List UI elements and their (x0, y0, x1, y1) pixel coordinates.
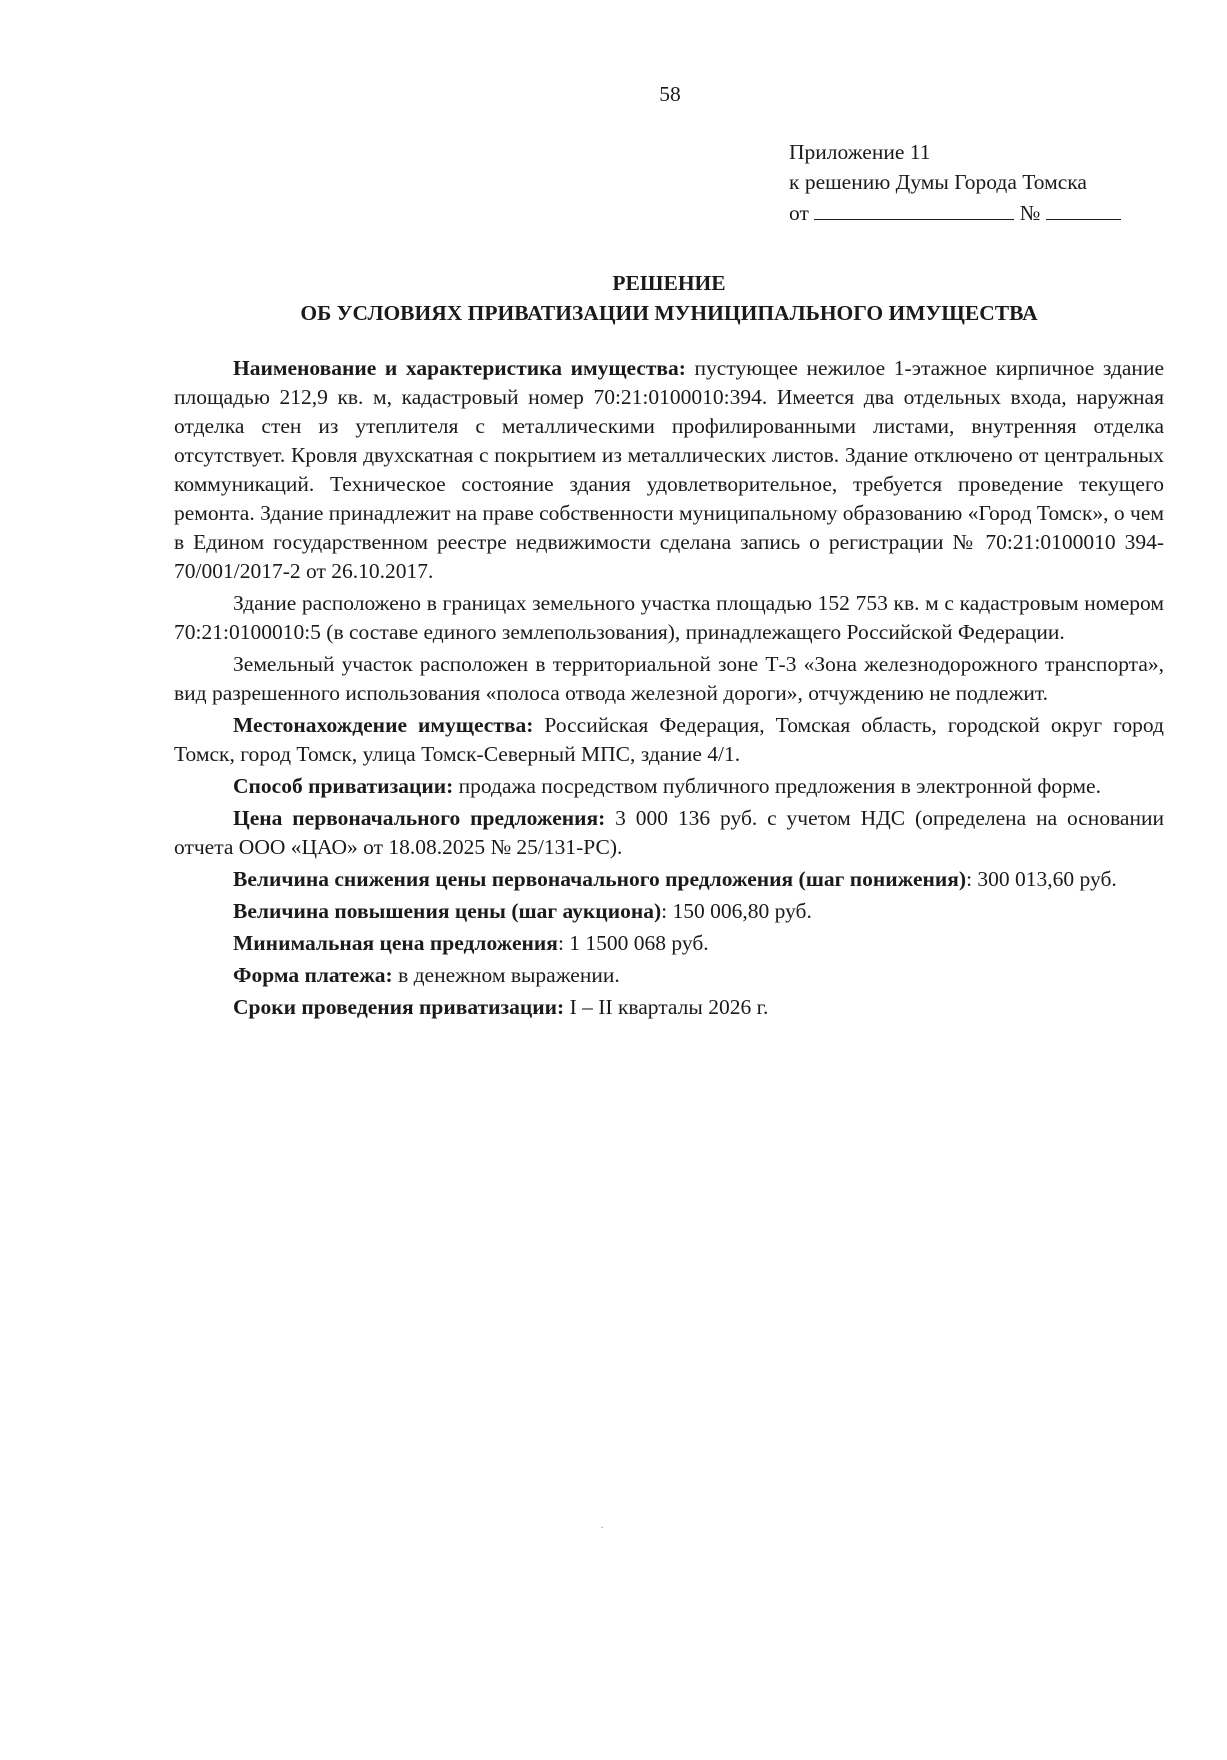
text-location: Российская Федерация, Томская область, городской округ город Томск, город Томск, улица Томск-Северный МПС, здание 4/1. (174, 713, 1164, 766)
document-title (174, 268, 1164, 328)
appendix-line-1: Приложение 11 (789, 140, 931, 164)
document-body (174, 354, 1164, 1025)
appendix-from-label: от (789, 201, 809, 225)
appendix-number-label: № (1019, 201, 1041, 225)
paragraph-location (174, 711, 1164, 769)
paragraph-property-name (174, 354, 1164, 586)
page-number: 58 (659, 82, 681, 106)
text-method: продажа посредством публичного предложения в электронной форме. (453, 774, 1101, 798)
scan-speck: · (600, 1520, 604, 1534)
label-payment: Форма платежа: (233, 963, 393, 987)
text-property-name: пустующее нежилое 1-этажное кирпичное здание площадью 212,9 кв. м, кадастровый номер 70:21:0100010:394. Имеется два отдельных входа, наружная отделка стен из утеплителя с металлическими профилированными листами, внутренняя отделка отсутствует. Кровля двухскатная с покрытием из металлических листов. Здание отключено от центральных коммуникаций. Техническое состояние здания удовлетворительное, требуется проведение текущего ремонта. Здание принадлежит на праве собственности муниципальному образованию «Город Томск», о чем в Едином государственном реестре недвижимости сделана запись о регистрации № 70:21:0100010 394-70/001/2017-2 от 26.10.2017. (174, 356, 1164, 583)
paragraph-zone: Земельный участок расположен в территориальной зоне Т-3 «Зона железнодорожного транспорта», вид разрешенного использования «полоса отвода железной дороги», отчуждению не подлежит. (174, 652, 1164, 705)
appendix-date-number-line (789, 197, 1121, 228)
paragraph-price-reduction (174, 865, 1164, 894)
label-terms: Сроки проведения приватизации: (233, 995, 565, 1019)
paragraph-payment (174, 961, 1164, 990)
text-price-increase: : 150 006,80 руб. (661, 899, 812, 923)
label-property-name: Наименование и характеристика имущества: (233, 356, 686, 380)
label-price-reduction: Величина снижения цены первоначального предложения (шаг понижения) (233, 867, 967, 891)
text-payment: в денежном выражении. (392, 963, 620, 987)
paragraph-initial-price (174, 804, 1164, 862)
paragraph-land-plot: Здание расположено в границах земельного участка площадью 152 753 кв. м с кадастровым номером 70:21:0100010:5 (в составе единого землепользования), принадлежащего Российской Федерации. (174, 591, 1164, 644)
title-line-1: РЕШЕНИЕ (612, 271, 726, 295)
appendix-header (789, 137, 1121, 228)
appendix-line-2: к решению Думы Города Томска (789, 170, 1087, 194)
text-price-reduction: : 300 013,60 руб. (966, 867, 1117, 891)
title-line-2: ОБ УСЛОВИЯХ ПРИВАТИЗАЦИИ МУНИЦИПАЛЬНОГО ИМУЩЕСТВА (300, 301, 1038, 325)
label-initial-price: Цена первоначального предложения: (233, 806, 606, 830)
label-method: Способ приватизации: (233, 774, 454, 798)
paragraph-min-price (174, 929, 1164, 958)
text-terms: I – II кварталы 2026 г. (564, 995, 769, 1019)
paragraph-price-increase (174, 897, 1164, 926)
number-blank (1046, 197, 1121, 220)
paragraph-method (174, 772, 1164, 801)
paragraph-terms (174, 993, 1164, 1022)
label-location: Местонахождение имущества: (233, 713, 534, 737)
date-blank (814, 197, 1014, 220)
text-initial-price: 3 000 136 руб. с учетом НДС (определена на основании отчета ООО «ЦАО» от 18.08.2025 № 25/131-РС). (174, 806, 1164, 859)
label-min-price: Минимальная цена предложения (233, 931, 558, 955)
text-min-price: : 1 1500 068 руб. (557, 931, 709, 955)
label-price-increase: Величина повышения цены (шаг аукциона) (233, 899, 662, 923)
